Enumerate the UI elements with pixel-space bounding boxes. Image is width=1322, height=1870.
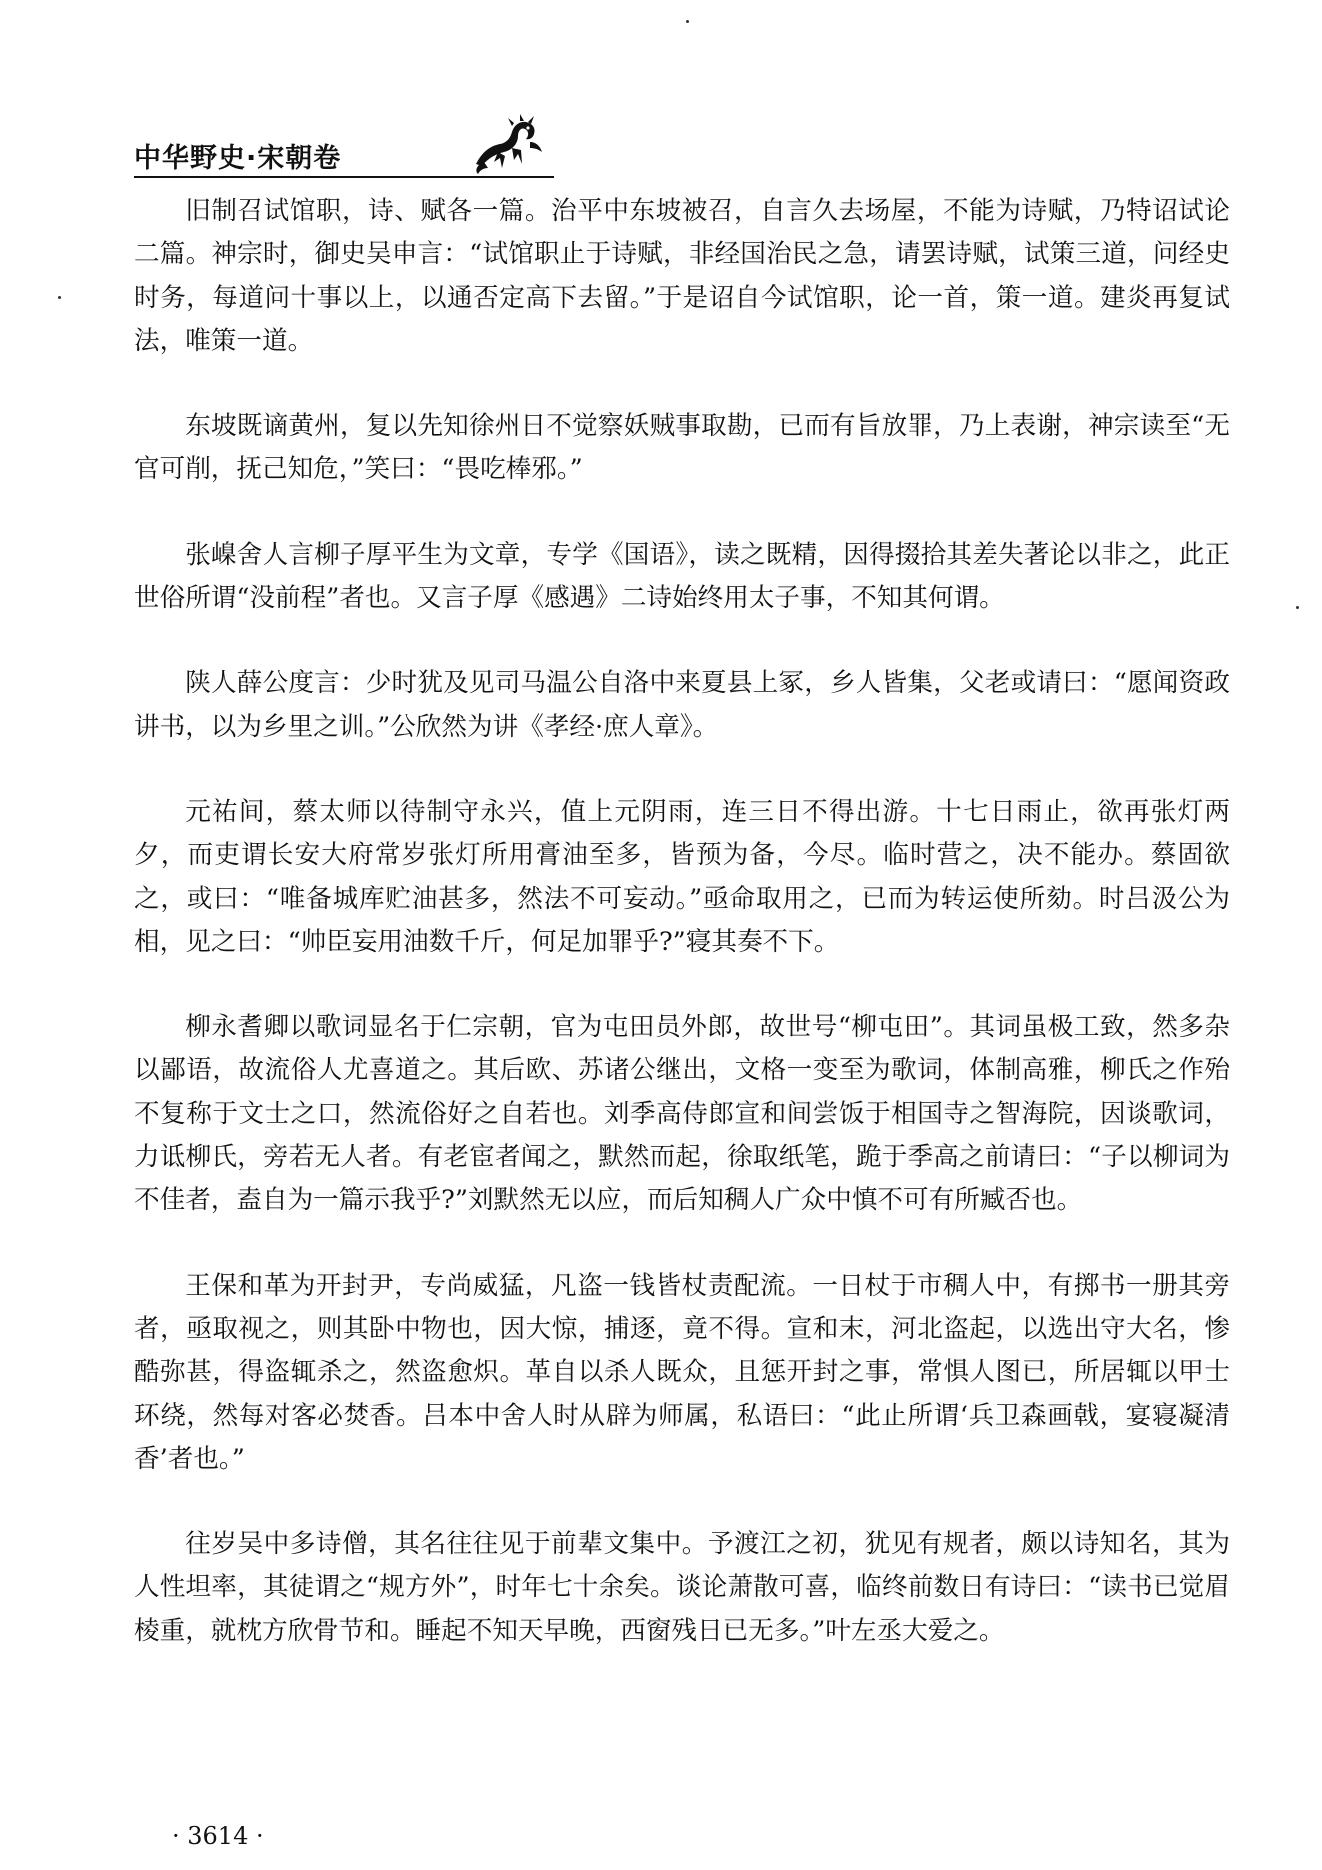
dragon-ornament-icon — [468, 112, 546, 176]
paragraph: 柳永耆卿以歌词显名于仁宗朝，官为屯田员外郎，故世号“柳屯田”。其词虽极工致，然多杂以鄙语，故流俗人尤喜道之。其后欧、苏诸公继出，文格一变至为歌词，体制高雅，柳氏之作殆不复称于文士之口，然流俗好之自若也。刘季高侍郎宣和间尝饭于相国寺之智海院，因谈歌词，力诋柳氏，旁若无人者。有老宦者闻之，默然而起，徐取纸笔，跪于季高之前请曰：“子以柳词为不佳者，盍自为一篇示我乎?”刘默然无以应，而后知稠人广众中慎不可有所臧否也。 — [134, 1012, 1230, 1216]
scan-speck — [58, 296, 61, 299]
paragraph: 张嵲舍人言柳子厚平生为文章，专学《国语》，读之既精，因得掇拾其差失著论以非之，此正世俗所谓“没前程”者也。又言子厚《感遇》二诗始终用太子事，不知其何谓。 — [134, 539, 1230, 614]
paragraph: 往岁吴中多诗僧，其名往往见于前辈文集中。予渡江之初，犹见有规者，颇以诗知名，其为人性坦率，其徒谓之“规方外”，时年七十余矣。谈论萧散可喜，临终前数日有诗曰：“读书已觉眉棱重，就枕方欣骨节和。睡起不知天早晚，西窗残日已无多。”叶左丞大爱之。 — [134, 1529, 1230, 1646]
book-title: 中华野史·宋朝卷 — [134, 143, 342, 174]
scan-speck — [1296, 606, 1299, 609]
header-divider — [134, 176, 554, 178]
page-number: · 3614 · — [172, 1822, 264, 1850]
paragraph: 元祐间，蔡太师以待制守永兴，值上元阴雨，连三日不得出游。十七日雨止，欲再张灯两夕，而吏谓长安大府常岁张灯所用膏油至多，皆预为备，今尽。临时营之，决不能办。蔡固欲之，或曰：“唯备城库贮油甚多，然法不可妄动。”亟命取用之，已而为转运使所劾。时吕汲公为相，见之曰：“帅臣妄用油数千斤，何足加罪乎?”寝其奏不下。 — [134, 796, 1230, 957]
page-body — [134, 190, 1230, 1695]
paragraph: 陕人薛公度言：少时犹及见司马温公自洛中来夏县上冢，乡人皆集，父老或请曰：“愿闻资政讲书，以为乡里之训。”公欣然为讲《孝经·庶人章》。 — [134, 668, 1230, 742]
scan-speck — [686, 20, 689, 23]
paragraph: 东坡既谪黄州，复以先知徐州日不觉察妖贼事取勘，已而有旨放罪，乃上表谢，神宗读至“无官可削，抚己知危，”笑曰：“畏吃棒邪。” — [134, 411, 1230, 485]
paragraph: 旧制召试馆职，诗、赋各一篇。治平中东坡被召，自言久去场屋，不能为诗赋，乃特诏试论二篇。神宗时，御史吴申言：“试馆职止于诗赋，非经国治民之急，请罢诗赋，试策三道，问经史时务，每道问十事以上，以通否定高下去留。”于是诏自今试馆职，论一首，策一道。建炎再复试法，唯策一道。 — [134, 196, 1230, 356]
paragraph: 王保和革为开封尹，专尚威猛，凡盗一钱皆杖责配流。一日杖于市稠人中，有掷书一册其旁者，亟取视之，则其卧中物也，因大惊，捕逐，竟不得。宣和末，河北盗起，以选出守大名，惨酷弥甚，得盗辄杀之，然盗愈炽。革自以杀人既众，且惩开封之事，常惧人图已，所居辄以甲士环绕，然每对客必焚香。吕本中舍人时从辟为师属，私语曰：“此止所谓‘兵卫森画戟，宴寝凝清香’者也。” — [134, 1270, 1230, 1474]
